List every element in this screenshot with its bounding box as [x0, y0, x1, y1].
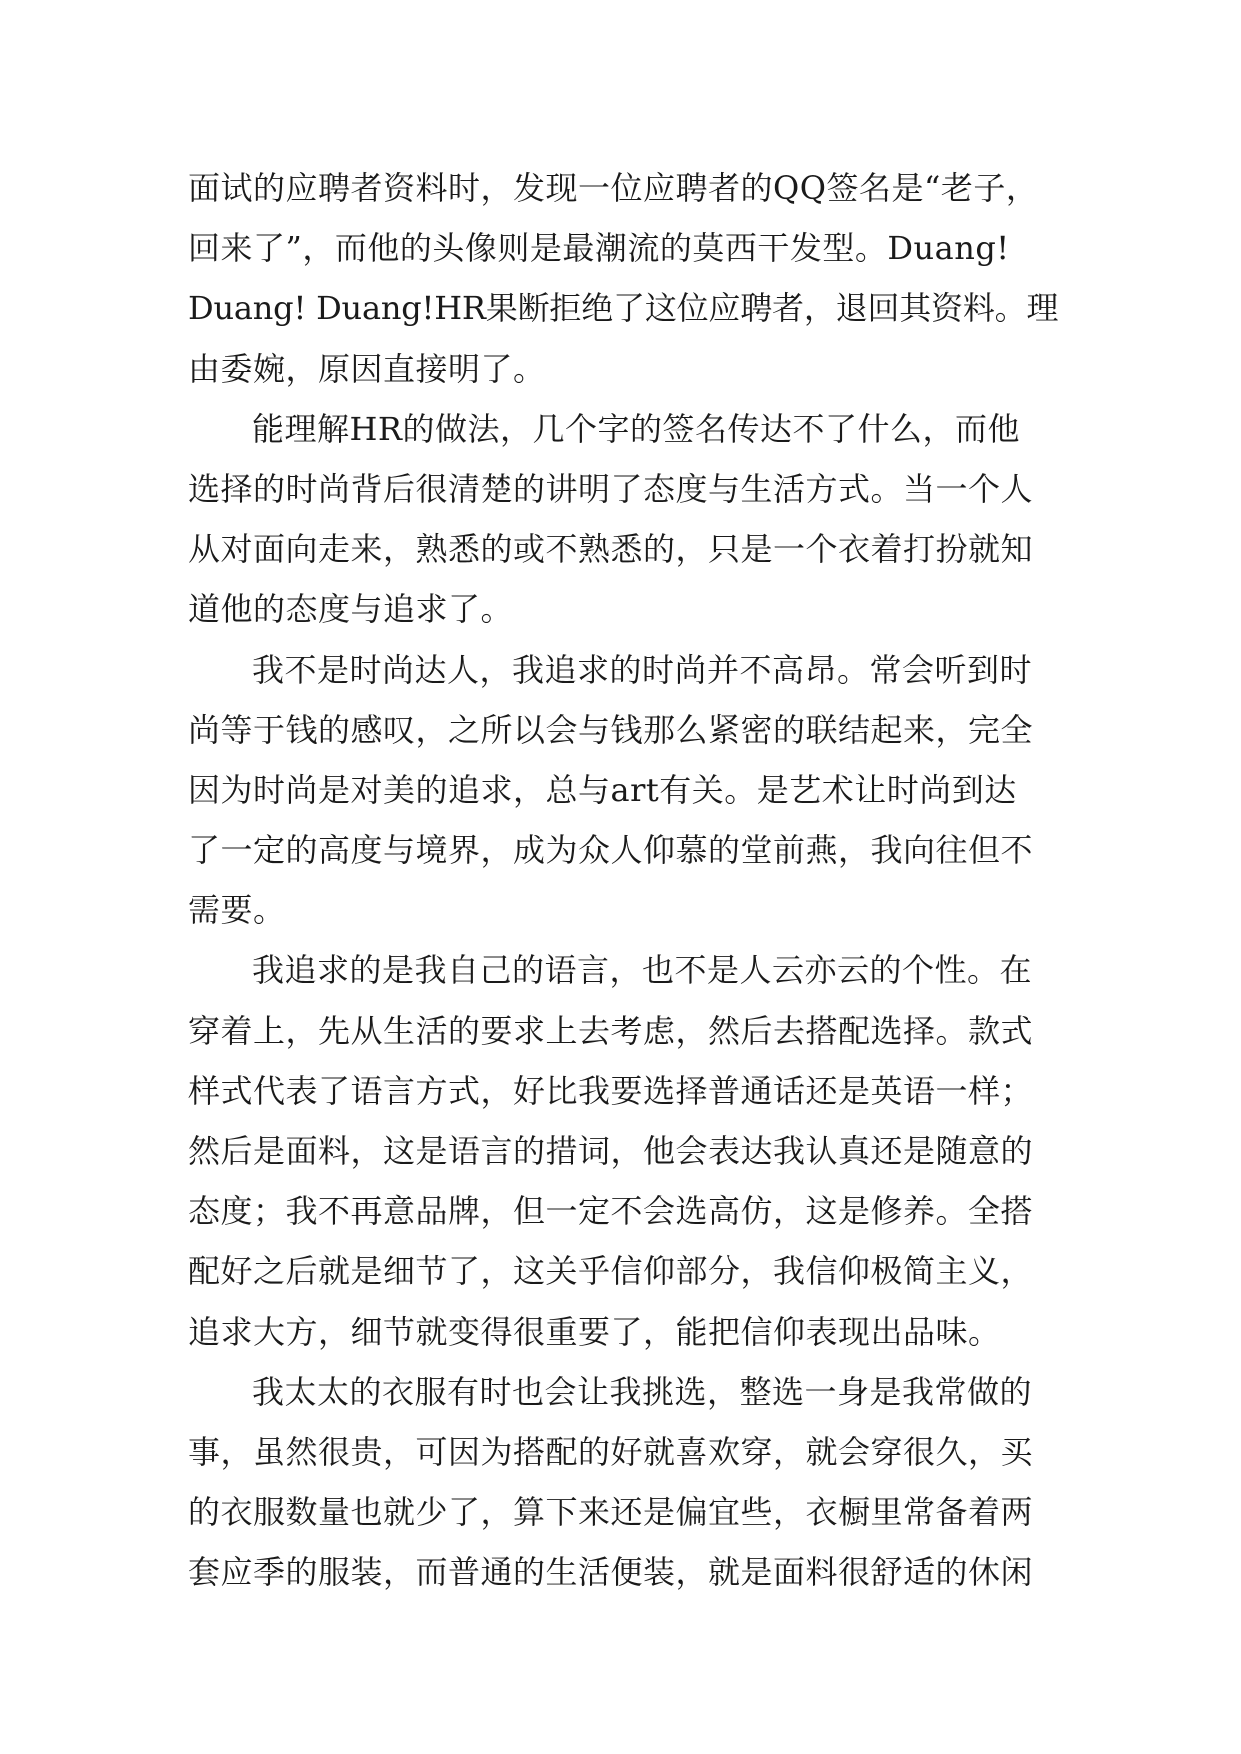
- text-line: 样式代表了语言方式，好比我要选择普通话还是英语一样；: [188, 1071, 1034, 1110]
- text-line: 我不是时尚达人，我追求的时尚并不高昂。常会听到时: [252, 650, 1033, 689]
- text-line: 需要。: [188, 891, 286, 930]
- text-line: 态度；我不再意品牌，但一定不会选高仿，这是修养。全搭: [188, 1192, 1034, 1231]
- text-line: 能理解HR的做法，几个字的签名传达不了什么，而他: [252, 409, 1021, 448]
- text-line: 面试的应聘者资料时，发现一位应聘者的QQ签名是“老子，: [188, 169, 1039, 207]
- text-line: 回来了”，而他的头像则是最潮流的莫西干发型。Duang!: [188, 229, 1010, 268]
- text-line: 由委婉，原因直接明了。: [188, 349, 546, 388]
- text-line: 道他的态度与追求了。: [188, 590, 514, 629]
- text-line: 追求大方，细节就变得很重要了，能把信仰表现出品味。: [188, 1312, 1001, 1351]
- text-line: 尚等于钱的感叹，之所以会与钱那么紧密的联结起来，完全: [188, 710, 1034, 749]
- text-line: Duang! Duang!HR果断拒绝了这位应聘者，退回其资料。理: [188, 289, 1059, 328]
- text-line: 我太太的衣服有时也会让我挑选，整选一身是我常做的: [252, 1372, 1033, 1411]
- text-line: 的衣服数量也就少了，算下来还是偏宜些，衣橱里常备着两: [188, 1493, 1034, 1532]
- body-text: [188, 158, 1058, 1603]
- text-line: 配好之后就是细节了，这关乎信仰部分，我信仰极简主义，: [188, 1252, 1034, 1291]
- text-line: 了一定的高度与境界，成为众人仰慕的堂前燕，我向往但不: [188, 831, 1034, 870]
- text-line: 然后是面料，这是语言的措词，他会表达我认真还是随意的: [188, 1132, 1034, 1170]
- text-line: 穿着上，先从生活的要求上去考虑，然后去搭配选择。款式: [188, 1011, 1034, 1050]
- text-line: 因为时尚是对美的追求，总与art有关。是艺术让时尚到达: [188, 770, 1017, 809]
- text-line: 我追求的是我自己的语言，也不是人云亦云的个性。在: [252, 951, 1033, 990]
- text-line: 套应季的服装，而普通的生活便装，就是面料很舒适的休闲: [188, 1553, 1034, 1592]
- text-line: 从对面向走来，熟悉的或不熟悉的，只是一个衣着打扮就知: [188, 530, 1034, 569]
- text-line: 选择的时尚背后很清楚的讲明了态度与生活方式。当一个人: [188, 469, 1034, 508]
- text-line: 事，虽然很贵，可因为搭配的好就喜欢穿，就会穿很久，买: [188, 1432, 1034, 1471]
